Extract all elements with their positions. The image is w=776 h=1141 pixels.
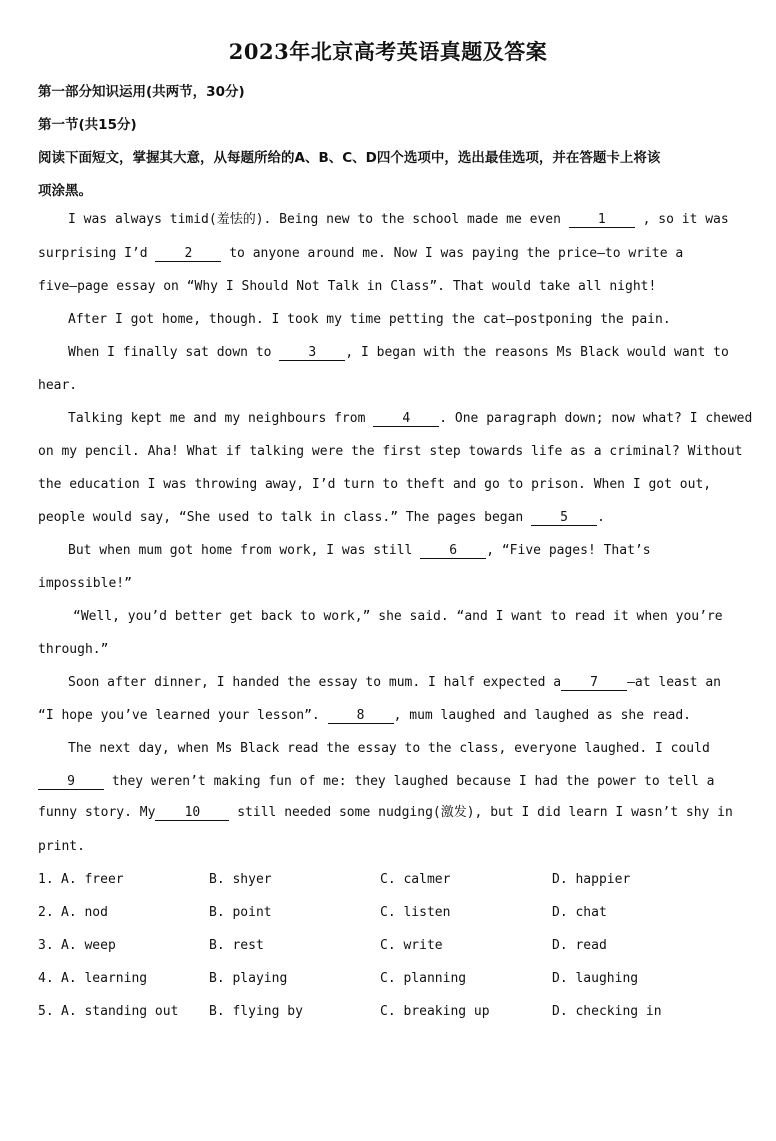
passage-text: I was always timid(羞怯的). Being new to the school made me even — [68, 212, 569, 227]
passage-line: hear. — [38, 378, 78, 393]
passage-line — [68, 542, 651, 560]
passage-line: impossible!” — [38, 576, 132, 591]
option-c: C. breaking up — [380, 1004, 490, 1019]
part-heading: 第一部分知识运用(共两节，30分) — [38, 84, 245, 100]
question-number: 1. — [38, 872, 54, 887]
option-a: A. learning — [61, 971, 148, 986]
passage-line — [68, 674, 721, 692]
passage-line — [38, 707, 691, 725]
passage-text: But when mum got home from work, I was still — [68, 543, 421, 558]
passage-text: , “Five pages! That’s — [486, 543, 651, 558]
passage-text: Soon after dinner, I handed the essay to mum. I half expected a — [68, 675, 562, 690]
passage-text: , mum laughed and laughed as she read. — [393, 708, 692, 723]
blank-8: 8 — [328, 708, 394, 724]
blank-2: 2 — [155, 246, 221, 262]
passage-line — [68, 344, 729, 362]
passage-line — [38, 509, 605, 527]
option-d: D. read — [552, 938, 607, 953]
option-b: B. rest — [209, 938, 264, 953]
passage-text: , so it was — [634, 212, 729, 227]
passage-line: through.” — [38, 642, 109, 657]
option-b: B. playing — [209, 971, 288, 986]
option-a: A. standing out — [61, 1004, 179, 1019]
blank-5: 5 — [531, 510, 597, 526]
passage-text: . One paragraph down; now what? I chewed — [439, 411, 753, 426]
blank-9: 9 — [38, 774, 104, 790]
passage-text: surprising I’d — [38, 246, 156, 261]
question-number: 4. — [38, 971, 54, 986]
passage-line — [38, 804, 733, 822]
blank-1: 1 — [569, 212, 635, 228]
passage-line: The next day, when Ms Black read the essay to the class, everyone laughed. I could — [68, 741, 710, 756]
question-number: 5. — [38, 1004, 54, 1019]
page-title: 2023年北京高考英语真题及答案 — [228, 39, 548, 64]
passage-text: Talking kept me and my neighbours from — [68, 411, 374, 426]
passage-text: –at least an — [627, 675, 722, 690]
passage-line: After I got home, though. I took my time petting the cat–postponing the pain. — [68, 312, 671, 327]
passage-line — [68, 410, 752, 428]
passage-line: five–page essay on “Why I Should Not Talk in Class”. That would take all night! — [38, 279, 657, 294]
option-b: B. shyer — [209, 872, 272, 887]
option-c: C. listen — [380, 905, 451, 920]
option-d: D. happier — [552, 872, 631, 887]
option-d: D. chat — [552, 905, 607, 920]
passage-line: print. — [38, 839, 85, 854]
option-c: C. write — [380, 938, 443, 953]
option-b: B. flying by — [209, 1004, 303, 1019]
passage-line: the education I was throwing away, I’d turn to theft and go to prison. When I got out, — [38, 477, 712, 492]
passage-text: still needed some nudging(激发), but I did learn I wasn’t shy in — [229, 805, 733, 820]
option-d: D. laughing — [552, 971, 639, 986]
option-a: A. weep — [61, 938, 116, 953]
passage-text: When I finally sat down to — [68, 345, 280, 360]
passage-line — [68, 211, 729, 229]
passage-text: people would say, “She used to talk in class.” The pages began — [38, 510, 532, 525]
instructions-line-2: 项涂黑。 — [38, 183, 92, 199]
blank-6: 6 — [420, 543, 486, 559]
passage-line — [38, 245, 683, 263]
passage-text: they weren’t making fun of me: they laughed because I had the power to tell a — [104, 774, 715, 789]
blank-4: 4 — [373, 411, 439, 427]
passage-text: . — [597, 510, 605, 525]
option-c: C. calmer — [380, 872, 451, 887]
option-b: B. point — [209, 905, 272, 920]
passage-text: “I hope you’ve learned your lesson”. — [38, 708, 328, 723]
passage-text: to anyone around me. Now I was paying the price–to write a — [221, 246, 684, 261]
instructions-line-1: 阅读下面短文，掌握其大意，从每题所给的A、B、C、D四个选项中，选出最佳选项，并在答题卡上将该 — [38, 150, 661, 166]
passage-line: “Well, you’d better get back to work,” she said. “and I want to read it when you’re — [73, 609, 723, 624]
blank-10: 10 — [155, 805, 229, 821]
blank-3: 3 — [279, 345, 345, 361]
section-heading: 第一节(共15分) — [38, 117, 137, 133]
blank-7: 7 — [561, 675, 627, 691]
question-number: 2. — [38, 905, 54, 920]
passage-line — [38, 773, 714, 791]
option-a: A. nod — [61, 905, 108, 920]
passage-text: funny story. My — [38, 805, 156, 820]
option-a: A. freer — [61, 872, 124, 887]
option-d: D. checking in — [552, 1004, 662, 1019]
passage-text: , I began with the reasons Ms Black would want to — [345, 345, 729, 360]
passage-line: on my pencil. Aha! What if talking were the first step towards life as a criminal? Without — [38, 444, 743, 459]
option-c: C. planning — [380, 971, 467, 986]
question-number: 3. — [38, 938, 54, 953]
